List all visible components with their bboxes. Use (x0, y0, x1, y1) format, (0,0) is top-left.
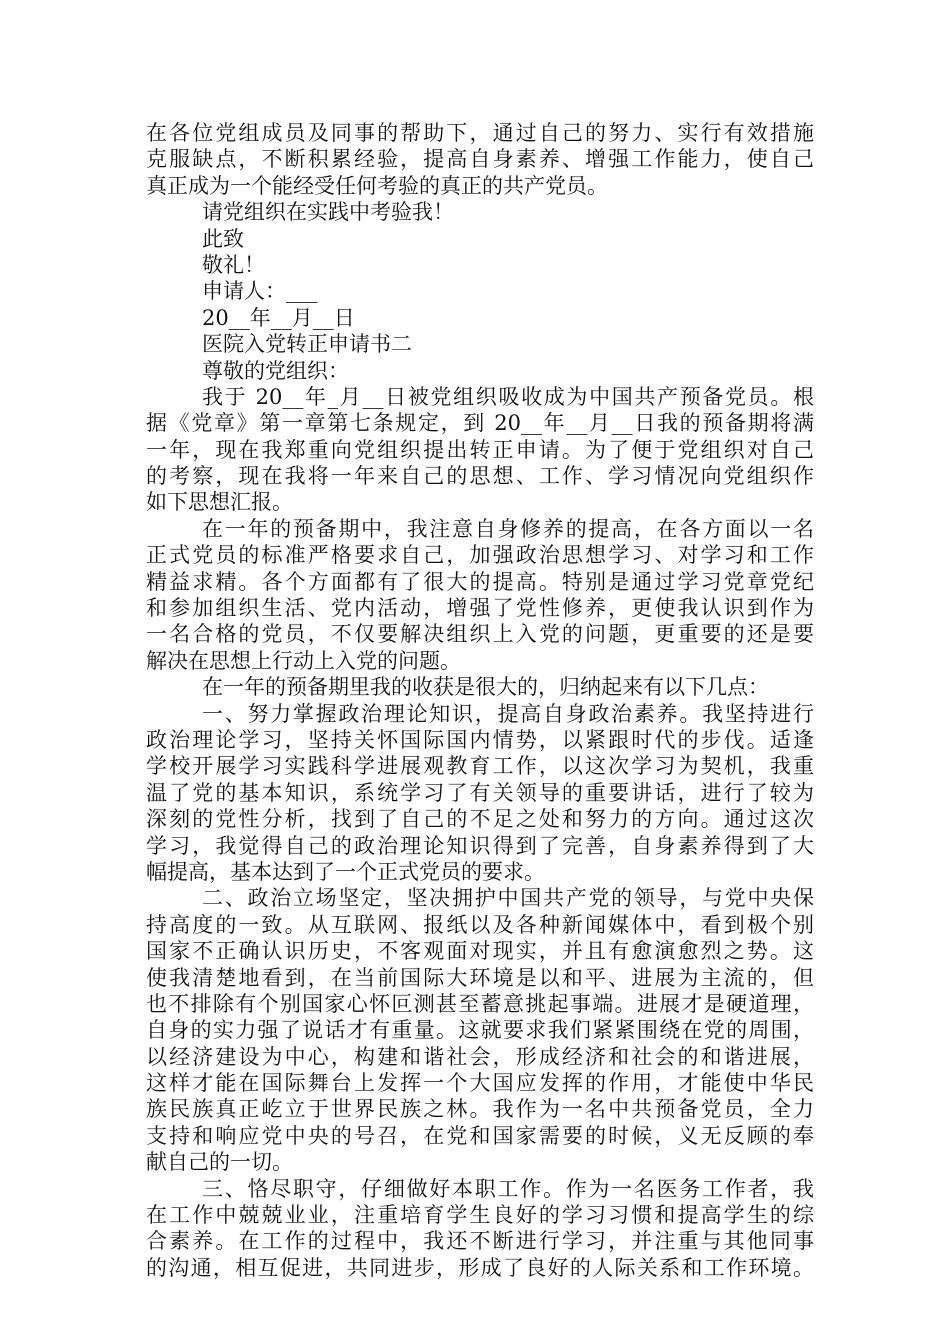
text-line: 请党组织在实践中考验我！ (202, 200, 454, 225)
text-line: 据《党章》第一章第七条规定，到 20__年__月__日我的预备期将满 (146, 411, 814, 436)
text-line: 使我清楚地看到，在当前国际大环境是以和平、进展为主流的，但 (146, 965, 814, 990)
text-line: 尊敬的党组织： (202, 358, 349, 383)
text-line: 二、政治立场坚定，坚决拥护中国共产党的领导，与党中央保 (202, 886, 814, 911)
text-line: 族民族真正屹立于世界民族之林。我作为一名中共预备党员，全力 (146, 1097, 814, 1122)
text-line: 三、恪尽职守，仔细做好本职工作。作为一名医务工作者，我 (202, 1176, 814, 1201)
text-line: 持高度的一致。从互联网、报纸以及各种新闻媒体中，看到极个别 (146, 912, 814, 937)
text-line: 敬礼！ (202, 252, 265, 277)
text-line: 学习，我觉得自己的政治理论知识得到了完善，自身素养得到了大 (146, 833, 814, 858)
text-line: 真正成为一个能经受任何考验的真正的共产党员。 (146, 173, 608, 198)
text-line: 学校开展学习实践科学进展观教育工作，以这次学习为契机，我重 (146, 754, 814, 779)
text-line: 如下思想汇报。 (146, 490, 293, 515)
text-line: 在工作中兢兢业业，注重培育学生良好的学习习惯和提高学生的综 (146, 1203, 814, 1228)
text-line: 此致 (202, 226, 244, 251)
text-line: 献自己的一切。 (146, 1150, 293, 1175)
text-line: 温了党的基本知识，系统学习了有关领导的重要讲话，进行了较为 (146, 780, 814, 805)
text-line: 一、努力掌握政治理论知识，提高自身政治素养。我坚持进行 (202, 701, 814, 726)
text-line: 精益求精。各个方面都有了很大的提高。特别是通过学习党章党纪 (146, 569, 814, 594)
text-line: 的考察，现在我将一年来自己的思想、工作、学习情况向党组织作 (146, 464, 814, 489)
text-line: 的沟通，相互促进，共同进步，形成了良好的人际关系和工作环境。 (146, 1255, 814, 1280)
text-line: 也不排除有个别国家心怀叵测甚至蓄意挑起事端。进展才是硬道理， (146, 991, 814, 1016)
text-line: 自身的实力强了说话才有重量。这就要求我们紧紧围绕在党的周围， (146, 1018, 814, 1043)
text-line: 正式党员的标准严格要求自己，加强政治思想学习、对学习和工作 (146, 543, 814, 568)
text-line: 幅提高，基本达到了一个正式党员的要求。 (146, 859, 545, 884)
text-line: 以经济建设为中心，构建和谐社会，形成经济和社会的和谐进展， (146, 1044, 814, 1069)
text-line: 在一年的预备期中，我注意自身修养的提高，在各方面以一名 (202, 516, 814, 541)
text-line: 我于 20__年_月__日被党组织吸收成为中国共产预备党员。根 (202, 384, 814, 409)
text-line: 合素养。在工作的过程中，我还不断进行学习，并注重与其他同事 (146, 1229, 814, 1254)
text-line: 深刻的党性分析，找到了自己的不足之处和努力的方向。通过这次 (146, 807, 814, 832)
text-line: 20__年__月__日 (202, 305, 355, 330)
text-line: 一年，现在我郑重向党组织提出转正申请。为了便于党组织对自己 (146, 437, 814, 462)
text-line: 在一年的预备期里我的收获是很大的，归纳起来有以下几点： (202, 675, 769, 700)
text-line: 一名合格的党员，不仅要解决组织上入党的问题，更重要的还是要 (146, 622, 814, 647)
document-body (146, 120, 814, 1281)
text-line: 解决在思想上行动上入党的问题。 (146, 648, 461, 673)
text-line: 和参加组织生活、党内活动，增强了党性修养，更使我认识到作为 (146, 596, 814, 621)
text-line: 国家不正确认识历史，不客观面对现实，并且有愈演愈烈之势。这 (146, 939, 814, 964)
text-line: 申请人：___ (202, 279, 318, 304)
text-line: 在各位党组成员及同事的帮助下，通过自己的努力、实行有效措施 (146, 121, 814, 145)
text-line: 医院入党转正申请书二 (202, 332, 412, 357)
text-line: 这样才能在国际舞台上发挥一个大国应发挥的作用，才能使中华民 (146, 1071, 814, 1096)
text-line: 政治理论学习，坚持关怀国际国内情势，以紧跟时代的步伐。适逢 (146, 727, 814, 752)
text-line: 支持和响应党中央的号召，在党和国家需要的时候，义无反顾的奉 (146, 1123, 814, 1148)
text-line: 克服缺点，不断积累经验，提高自身素养、增强工作能力，使自己 (146, 147, 814, 172)
